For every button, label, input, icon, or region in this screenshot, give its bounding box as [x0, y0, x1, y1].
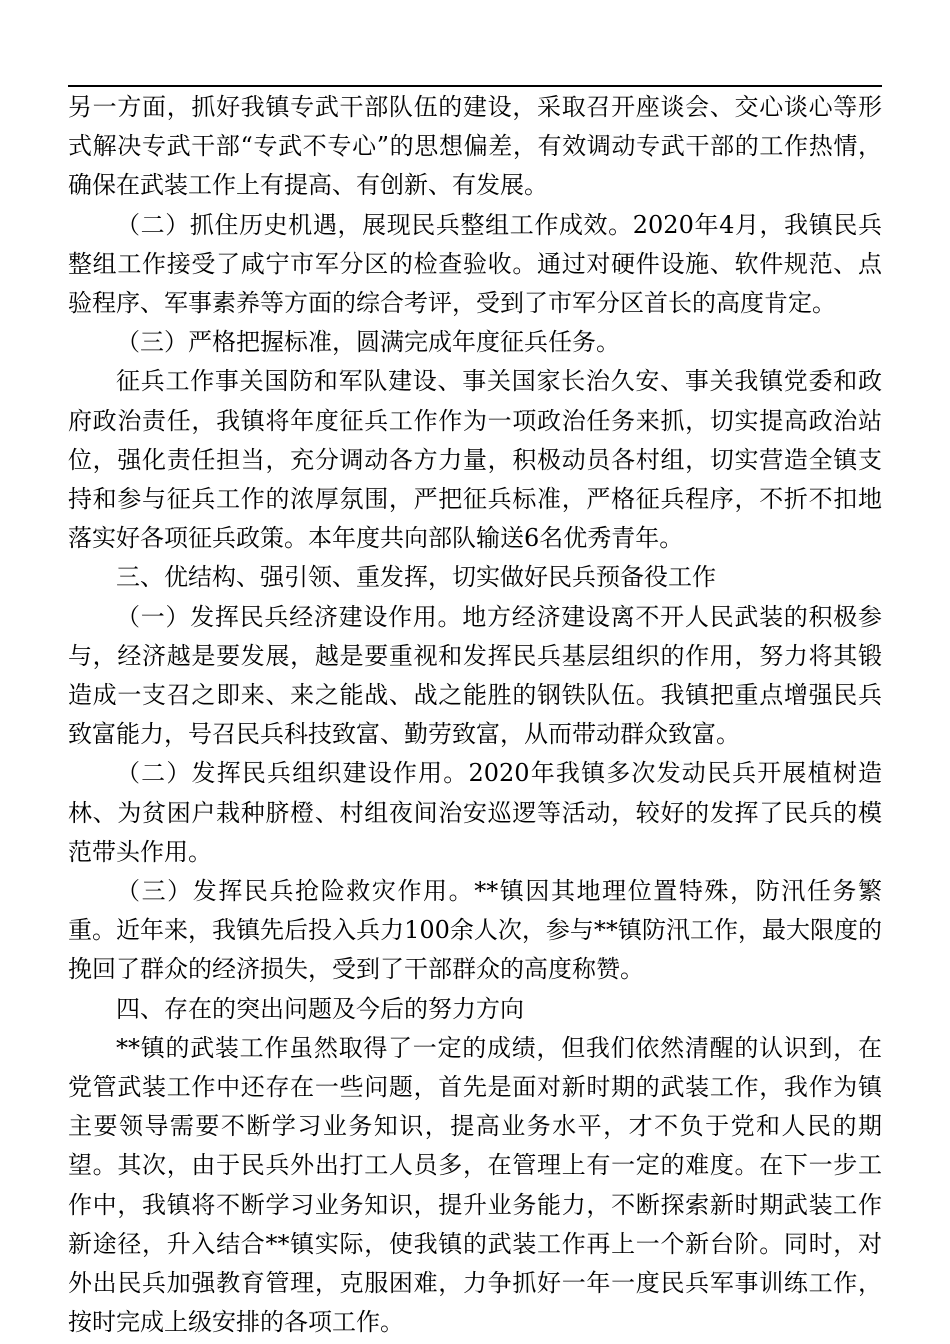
paragraph-3: （三）严格把握标准，圆满完成年度征兵任务。 [116, 328, 620, 357]
paragraph-6: （一）发挥民兵经济建设作用。地方经济建设离不开人民武装的积极参与，经济越是要发展，越是要重视和发挥民兵基层组织的作用，努力将其锻造成一支召之即来、来之能战、战之能胜的钢铁队伍。我镇把重点增强民兵致富能力，号召民兵科技致富、勤劳致富，从而带动群众致富。 [68, 602, 882, 749]
paragraph-7: （二）发挥民兵组织建设作用。2020年我镇多次发动民兵开展植树造林、为贫困户栽种脐橙、村组夜间治安巡逻等活动，较好的发挥了民兵的模范带头作用。 [68, 759, 882, 866]
header-rule [68, 85, 882, 87]
paragraph-4: 征兵工作事关国防和军队建设、事关国家长治久安、事关我镇党委和政府政治责任，我镇将年度征兵工作作为一项政治任务来抓，切实提高政治站位，强化责任担当，充分调动各方力量，积极动员各村组，切实营造全镇支持和参与征兵工作的浓厚氛围，严把征兵标准，严格征兵程序，不折不扣地落实好各项征兵政策。本年度共向部队输送6名优秀青年。 [68, 367, 882, 553]
section-heading-3: 三、优结构、强引领、重发挥，切实做好民兵预备役工作 [116, 563, 716, 592]
document-body [68, 88, 882, 1343]
section-heading-4: 四、存在的突出问题及今后的努力方向 [116, 994, 524, 1023]
paragraph-1: 另一方面，抓好我镇专武干部队伍的建设，采取召开座谈会、交心谈心等形式解决专武干部“专武不专心”的思想偏差，有效调动专武干部的工作热情，确保在武装工作上有提高、有创新、有发展。 [68, 93, 882, 200]
paragraph-10: **镇的武装工作虽然取得了一定的成绩，但我们依然清醒的认识到，在党管武装工作中还存在一些问题，首先是面对新时期的武装工作，我作为镇主要领导需要不断学习业务知识，提高业务水平，才不负于党和人民的期望。其次，由于民兵外出打工人员多，在管理上有一定的难度。在下一步工作中，我镇将不断学习业务知识，提升业务能力，不断探索新时期武装工作新途径，升入结合**镇实际，使我镇的武装工作再上一个新台阶。同时，对外出民兵加强教育管理，克服困难，力争抓好一年一度民兵军事训练工作，按时完成上级安排的各项工作。 [68, 1033, 882, 1337]
paragraph-2: （二）抓住历史机遇，展现民兵整组工作成效。2020年4月，我镇民兵整组工作接受了咸宁市军分区的检查验收。通过对硬件设施、软件规范、点验程序、军事素养等方面的综合考评，受到了市军分区首长的高度肯定。 [68, 210, 882, 318]
paragraph-8: （三）发挥民兵抢险救灾作用。**镇因其地理位置特殊，防汛任务繁重。近年来，我镇先后投入兵力100余人次，参与**镇防汛工作，最大限度的挽回了群众的经济损失，受到了干部群众的高度称赞。 [68, 877, 882, 984]
